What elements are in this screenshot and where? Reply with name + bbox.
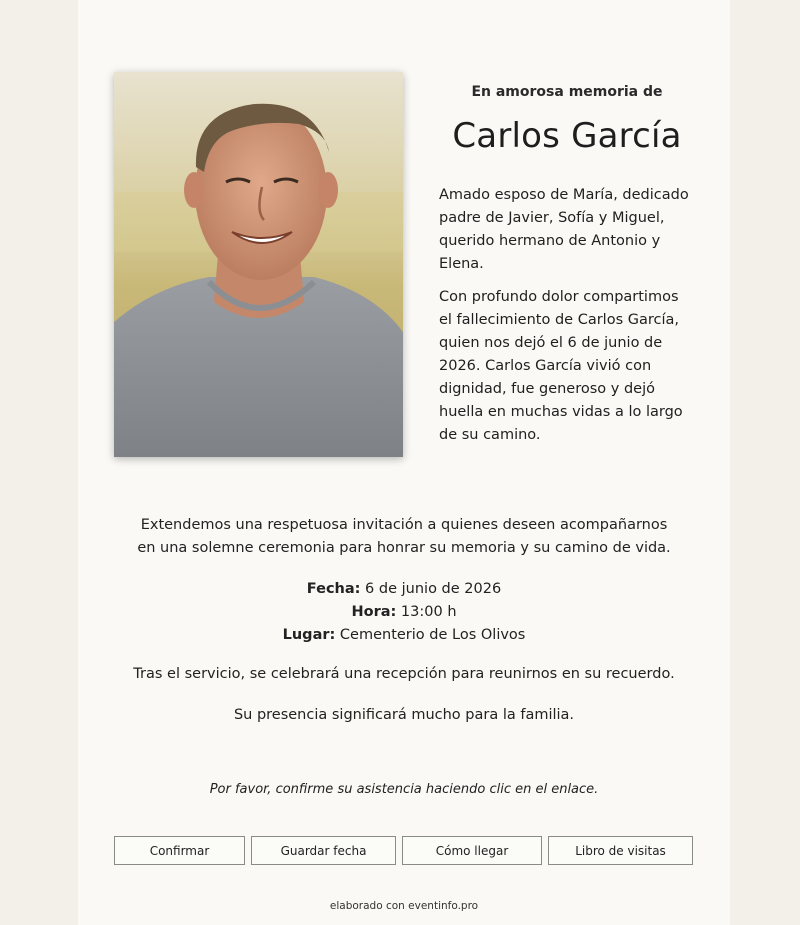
place-value: Cementerio de Los Olivos xyxy=(335,627,526,643)
time-value: 13:00 h xyxy=(396,604,457,620)
footer-credit[interactable]: elaborado con eventinfo.pro xyxy=(329,900,479,912)
time-line xyxy=(78,601,730,624)
portrait-photo xyxy=(114,72,403,457)
memorial-text xyxy=(439,84,695,447)
date-label: Fecha: xyxy=(306,581,361,597)
save-date-button[interactable]: Guardar fecha xyxy=(251,836,396,865)
confirm-button[interactable]: Confirmar xyxy=(114,836,245,865)
family-paragraph: Amado esposo de María, dedicado padre de Javier, Sofía y Miguel, querido hermano de Antonio y Elena. xyxy=(439,187,689,272)
memorial-card xyxy=(78,0,730,925)
event-details xyxy=(78,578,730,647)
biography-paragraph: Con profundo dolor compartimos el fallecimiento de Carlos García, quien nos dejó el 6 de junio de 2026. Carlos García vivió con dignidad, fue generoso y dejó huella en muchas vidas a lo largo de su camino. xyxy=(439,289,683,443)
memorial-eyebrow: En amorosa memoria de xyxy=(471,84,663,100)
invitation-body: Extendemos una respetuosa invitación a quienes deseen acompañarnos en una solemne ceremonia para honrar su memoria y su camino de vida. xyxy=(137,517,671,556)
place-line xyxy=(78,624,730,647)
action-buttons xyxy=(114,836,694,867)
presence-text: Su presencia significará mucho para la familia. xyxy=(233,707,575,723)
guestbook-button[interactable]: Libro de visitas xyxy=(548,836,693,865)
invitation-text xyxy=(78,514,730,560)
reception-text: Tras el servicio, se celebrará una recepción para reunirnos en su recuerdo. xyxy=(133,666,675,682)
rsvp-note: Por favor, confirme su asistencia haciendo clic en el enlace. xyxy=(209,782,599,797)
time-label: Hora: xyxy=(351,604,397,620)
date-line xyxy=(78,578,730,601)
place-label: Lugar: xyxy=(282,627,336,643)
deceased-name: Carlos García xyxy=(452,116,682,156)
directions-button[interactable]: Cómo llegar xyxy=(402,836,542,865)
date-value: 6 de junio de 2026 xyxy=(360,581,502,597)
